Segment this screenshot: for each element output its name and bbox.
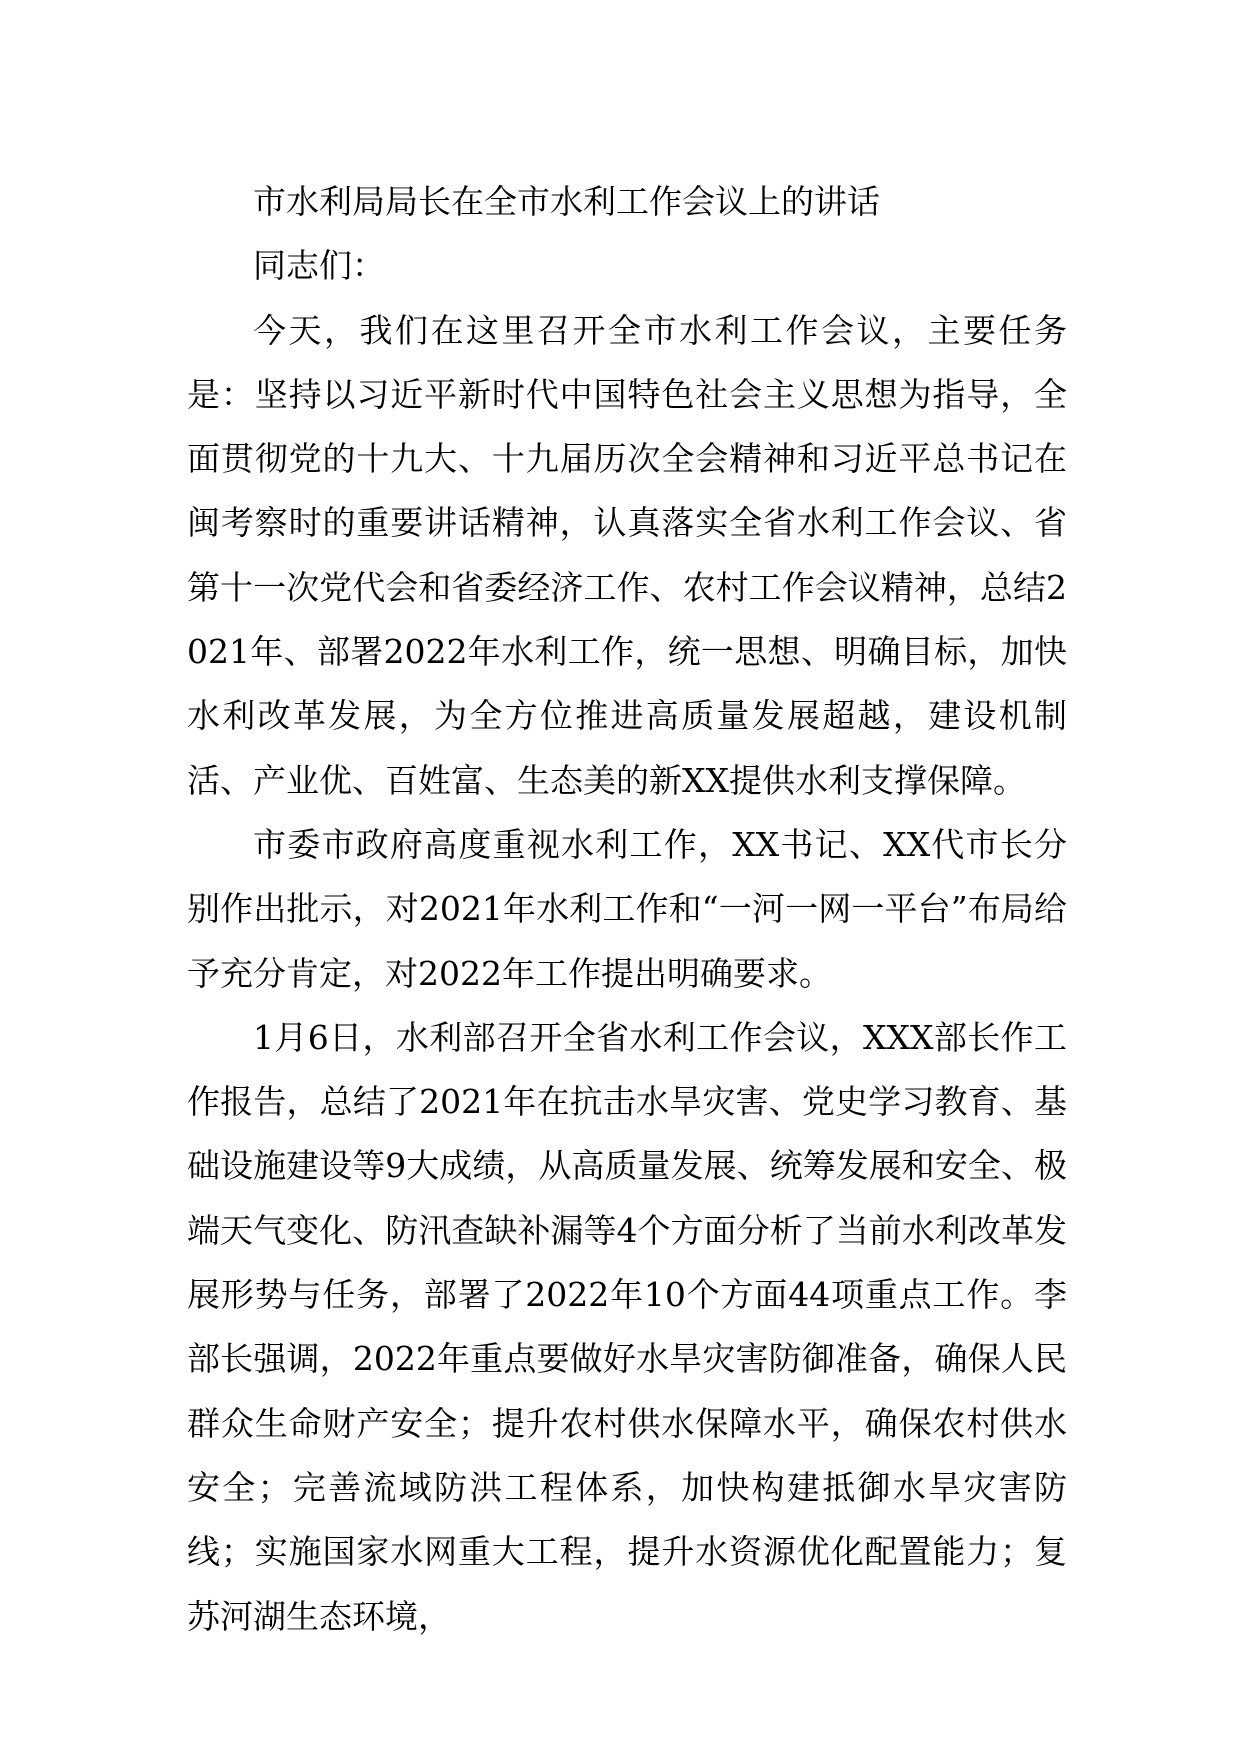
document-body [187,170,1067,1649]
salutation: 同志们： [253,246,385,286]
paragraph-2: 市委市政府高度重视水利工作，XX书记、XX代市长分别作出批示，对2021年水利工作和“一河一网一平台”布局给予充分肯定，对2022年工作提出明确要求。 [187,824,1067,993]
paragraph-1: 今天，我们在这里召开全市水利工作会议，主要任务是：坚持以习近平新时代中国特色社会主义思想为指导，全面贯彻党的十九大、十九届历次全会精神和习近平总书记在闽考察时的重要讲话精神，认真落实全省水利工作会议、省第十一次党代会和省委经济工作、农村工作会议精神，总结2021年、部署2022年水利工作，统一思想、明确目标，加快水利改革发展，为全方位推进高质量发展超越，建设机制活、产业优、百姓富、生态美的新XX提供水利支撑保障。 [187,310,1067,800]
document-title: 市水利局局长在全市水利工作会议上的讲话 [253,182,880,221]
paragraph-3: 1月6日，水利部召开全省水利工作会议，XXX部长作工作报告，总结了2021年在抗击水旱灾害、党史学习教育、基础设施建设等9大成绩，从高质量发展、统筹发展和安全、极端天气变化、防汛查缺补漏等4个方面分析了当前水利改革发展形势与任务，部署了2022年10个方面44项重点工作。李部长强调，2022年重点要做好水旱灾害防御准备，确保人民群众生命财产安全；提升农村供水保障水平，确保农村供水安全；完善流域防洪工程体系，加快构建抵御水旱灾害防线；实施国家水网重大工程，提升水资源优化配置能力；复苏河湖生态环境， [187,1017,1067,1636]
